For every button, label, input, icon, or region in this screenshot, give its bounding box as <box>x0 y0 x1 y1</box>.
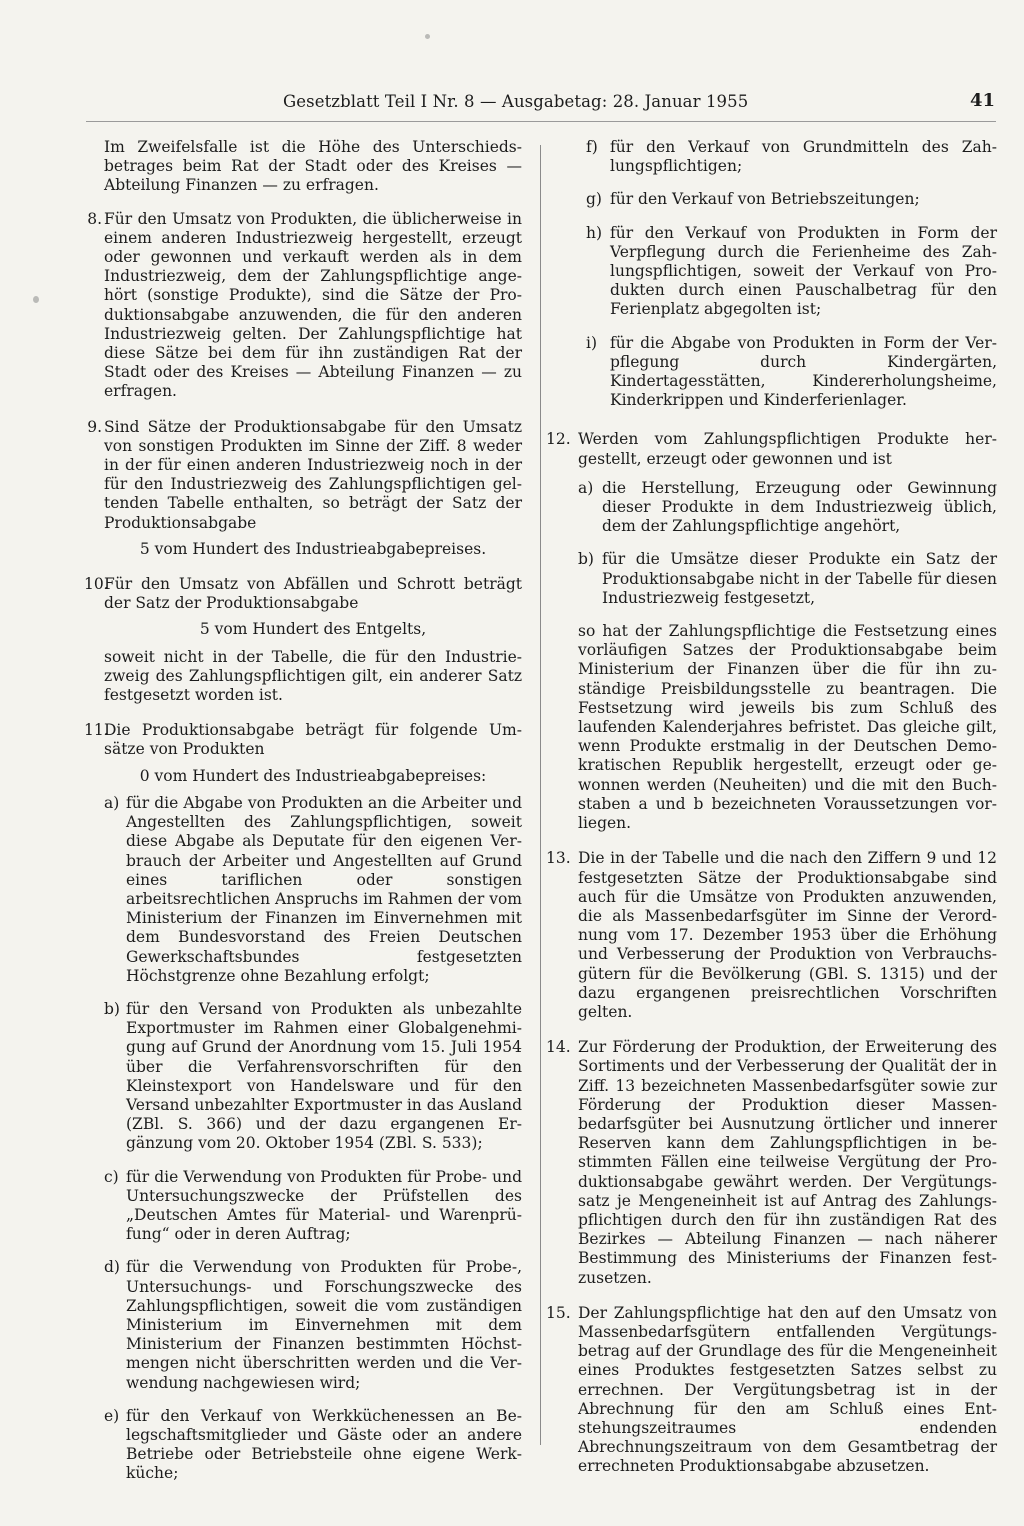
sub-text: für den Verkauf von Betriebszeitungen; <box>610 190 920 209</box>
item-number: 15. <box>546 1303 571 1322</box>
sub-text: für die Verwendung von Produkten für Probe-, Untersuchungs- und Forschungszwecke des Zahlungspflichtigen, soweit die vom zuständigen Ministerium im Einvernehmen mit dem Ministerium der Finanzen bestimmten Höchstmengen nicht überschritten werden und die Verwendung nachgewiesen wird; <box>126 1258 522 1392</box>
sub-item-d <box>104 1258 522 1392</box>
sub-text: für den Verkauf von Produkten in Form der Verpflegung durch die Ferienheime des Zahlungspflichtigen, soweit der Verkauf von Produkten durch einen Pauschalbetrag für den Ferienplatz abgegolten ist; <box>610 223 997 319</box>
item-text: Die Produktionsabgabe beträgt für folgende Umsätze von Produkten <box>104 721 522 759</box>
item-10 <box>84 575 522 705</box>
sub-letter: a) <box>578 478 594 497</box>
sub-text: für die Abgabe von Produkten an die Arbeiter und Angestellten des Zahlungspflichtigen, soweit diese Abgabe als Deputate für den eigenen Verbrauch der Arbeiter und Angestellten auf Grund eines tariflichen oder sonstigen arbeitsrechtlichen Anspruchs im Rahmen der vom Ministerium der Finanzen im Einvernehmen mit dem Bundesvorstand des Freien Deutschen Gewerkschaftsbundes festgesetzten Höchstgrenze ohne Bezahlung erfolgt; <box>126 793 522 985</box>
item-number: 11. <box>84 721 109 740</box>
sub-letter: h) <box>586 223 603 242</box>
sub-text: für die Abgabe von Produkten in Form der Verpflegung durch Kindergärten, Kindertagesstätten, Kindererholungsheime, Kinderkrippen und Kinderferienlager. <box>610 333 997 410</box>
item-text: Sind Sätze der Produktionsabgabe für den Umsatz von sonstigen Produkten im Sinne der Ziff. 8 weder in der für einen anderen Industriezweig noch in der für den Industriezweig des Zahlungspflichtigen geltenden Tabelle enthalten, so beträgt der Satz der Produktionsabgabe <box>104 417 522 532</box>
sub-letter: a) <box>104 793 120 812</box>
item-number: 8. <box>87 209 102 228</box>
sub-text: für die Verwendung von Produkten für Probe- und Untersuchungszwecke der Prüfstellen des „Deutschen Amtes für Material- und Warenprüfung“ oder in deren Auftrag; <box>126 1167 522 1244</box>
sub-text: für den Verkauf von Werkküchenessen an Belegschaftsmitglieder und Gäste oder an andere Betriebe oder Betriebsteile ohne eigene Werkküche; <box>126 1406 522 1483</box>
sub-item-h <box>586 224 997 320</box>
sub-text: für den Verkauf von Grundmitteln des Zahlungspflichtigen; <box>610 138 997 176</box>
sub-item-b <box>578 550 997 608</box>
item-9 <box>87 417 522 559</box>
item-11-continuation <box>550 138 997 410</box>
item-11 <box>84 721 522 1483</box>
page-header <box>283 92 995 124</box>
item-number: 14. <box>546 1038 571 1057</box>
sub-letter: b) <box>578 550 594 569</box>
intro-paragraph: Im Zweifelsfalle ist die Höhe des Unterschiedsbetrages beim Rat der Stadt oder des Kreises — Abteilung Finanzen — zu erfragen. <box>104 138 522 195</box>
sub-text: für die Umsätze dieser Produkte ein Satz der Produktionsabgabe nicht in der Tabelle für diesen Industriezweig festgesetzt, <box>602 550 997 607</box>
column-divider <box>540 145 541 1445</box>
item-text: Der Zahlungspflichtige hat den auf den Umsatz von Massenbedarfsgütern entfallenden Vergütungsbetrag auf der Grundlage des für die Mengeneinheit eines Produktes festgesetzten Satzes selbst zu errechnen. Der Vergütungsbetrag ist in der Abrechnung für den am Schluß eines Entstehungszeitraumes endenden Abrechnungszeitraum von dem Gesamtbetrag der errechneten Produktionsabgabe abzusetzen. <box>578 1303 997 1476</box>
item-number: 12. <box>546 430 571 449</box>
sub-letter: c) <box>104 1167 119 1186</box>
sub-letter: i) <box>586 333 598 352</box>
scan-smudge <box>33 296 39 303</box>
rate-line: 0 vom Hundert des Industrieabgabepreises: <box>139 766 487 785</box>
header-title: Gesetzblatt Teil I Nr. 8 — Ausgabetag: 28. Januar 1955 <box>283 92 749 111</box>
item-text: Werden vom Zahlungspflichtigen Produkte hergestellt, erzeugt oder gewonnen und ist <box>578 430 997 468</box>
item-continuation: so hat der Zahlungspflichtige die Festsetzung eines vorläufigen Satzes der Produktionsabgabe beim Ministerium der Finanzen über die für ihn zuständige Preisbildungsstelle zu beantragen. Die Festsetzung wird jeweils bis zum Schluß des laufenden Kalenderjahres befristet. Das gleiche gilt, wenn Produkte erstmalig in der Deutschen Demokratischen Republik hergestellt, erzeugt oder gewonnen werden (Neuheiten) und die mit den Buchstaben a und b bezeichneten Voraussetzungen vorliegen. <box>578 622 997 833</box>
item-number: 13. <box>546 849 571 868</box>
item-15 <box>546 1303 997 1477</box>
sub-letter: d) <box>104 1258 120 1277</box>
header-rule <box>86 121 996 122</box>
sub-text: für den Versand von Produkten als unbezahlte Exportmuster im Rahmen einer Globalgenehmigung auf Grund der Anordnung vom 15. Juli 1954 über die Verfahrensvorschriften für den Kleinstexport von Handelsware und für den Versand unbezahlter Exportmuster in das Ausland (ZBl. S. 366) und der dazu ergangenen Ergänzung vom 20. Oktober 1954 (ZBl. S. 533); <box>126 999 522 1153</box>
sub-item-a <box>578 479 997 537</box>
page-number: 41 <box>969 90 995 111</box>
item-text: Für den Umsatz von Produkten, die üblicherweise in einem anderen Industriezweig hergestellt, erzeugt oder gewonnen und verkauft werden als in dem Industriezweig, dem der Zahlungspflichtige angehört (sonstige Produkte), sind die Sätze der Produktionsabgabe anzuwenden, die für den anderen Industriezweig gelten. Der Zahlungspflichtige hat diese Sätze bei dem für ihn zuständigen Rat der Stadt oder des Kreises — Abteilung Finanzen — zu erfragen. <box>104 209 522 401</box>
item-14 <box>546 1038 997 1288</box>
sub-letter: e) <box>104 1406 120 1425</box>
sub-item-i <box>586 334 997 411</box>
sub-item-b <box>104 1000 522 1154</box>
sub-item-c <box>104 1168 522 1245</box>
item-continuation: soweit nicht in der Tabelle, die für den Industriezweig des Zahlungspflichtigen gilt, ein anderer Satz festgesetzt worden ist. <box>104 647 522 705</box>
item-text: Zur Förderung der Produktion, der Erweiterung des Sortiments und der Verbesserung der Qualität der in Ziff. 13 bezeichneten Massenbedarfsgüter sowie zur Förderung der Produktion dieser Massenbedarfsgüter bei Ausnutzung örtlicher und innerer Reserven kann dem Zahlungspflichtigen in bestimmten Fällen eine teilweise Vergütung der Produktionsabgabe gewährt werden. Der Vergütungssatz je Mengeneinheit ist auf Antrag des Zahlungspflichtigen durch den für ihn zuständigen Rat des Bezirkes — Abteilung Finanzen — nach näherer Bestimmung des Ministeriums der Finanzen festzusetzen. <box>578 1038 997 1287</box>
item-13 <box>546 849 997 1022</box>
item-8 <box>87 209 522 402</box>
right-column <box>546 138 997 1493</box>
item-text: Die in der Tabelle und die nach den Ziffern 9 und 12 festgesetzten Sätze der Produktionsabgabe sind auch für die Umsätze von Produkten anzuwenden, die als Massenbedarfsgüter im Sinne der Verordnung vom 17. Dezember 1953 über die Erhöhung und Verbesserung der Produktion von Verbrauchsgütern für die Bevölkerung (GBl. S. 1315) und der dazu ergangenen preisrechtlichen Vorschriften gelten. <box>578 849 997 1021</box>
sub-item-g <box>586 190 997 209</box>
scan-smudge <box>425 34 430 39</box>
rate-line: 5 vom Hundert des Entgelts, <box>199 620 427 639</box>
item-number: 10. <box>84 575 109 594</box>
item-12 <box>546 430 997 833</box>
sub-text: die Herstellung, Erzeugung oder Gewinnung dieser Produkte in dem Industriezweig üblich, dem der Zahlungspflichtige angehört, <box>602 478 997 536</box>
item-text: Für den Umsatz von Abfällen und Schrott beträgt der Satz der Produktionsabgabe <box>104 575 522 613</box>
sub-item-f <box>586 138 997 176</box>
sub-item-e <box>104 1407 522 1484</box>
sub-letter: g) <box>586 190 602 209</box>
item-number: 9. <box>87 417 102 436</box>
left-column <box>84 138 522 1500</box>
sub-item-a <box>104 794 522 986</box>
sub-letter: f) <box>586 138 598 156</box>
rate-line: 5 vom Hundert des Industrieabgabepreises. <box>139 539 487 558</box>
sub-letter: b) <box>104 999 120 1018</box>
